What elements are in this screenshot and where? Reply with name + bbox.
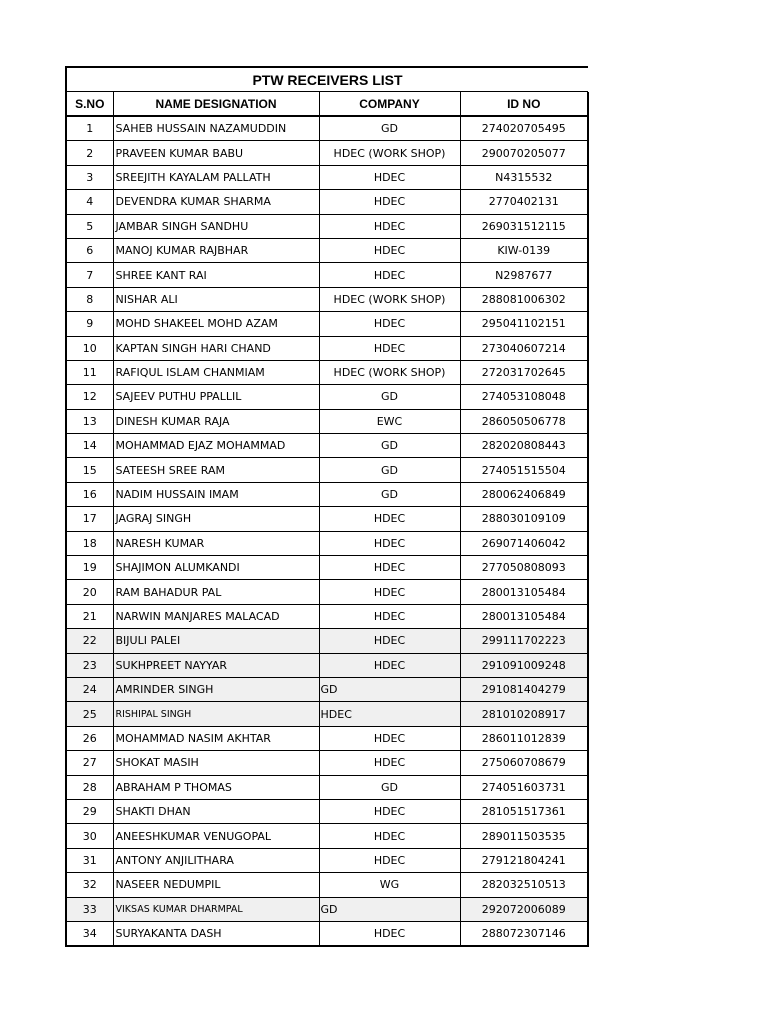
cell-sno: 28 — [67, 775, 113, 799]
column-header-company: COMPANY — [319, 92, 460, 116]
cell-sno: 27 — [67, 751, 113, 775]
table-row — [67, 214, 588, 238]
cell-name: PRAVEEN KUMAR BABU — [113, 141, 319, 165]
cell-id-no: N2987677 — [460, 263, 588, 287]
cell-name: NARESH KUMAR — [113, 531, 319, 555]
cell-sno: 31 — [67, 848, 113, 872]
cell-id-no: 282020808443 — [460, 434, 588, 458]
cell-sno: 12 — [67, 385, 113, 409]
cell-name: JAGRAJ SINGH — [113, 507, 319, 531]
cell-sno: 7 — [67, 263, 113, 287]
cell-id-no: 299111702223 — [460, 629, 588, 653]
table-row — [67, 775, 588, 799]
cell-company: HDEC — [319, 604, 460, 628]
cell-sno: 17 — [67, 507, 113, 531]
cell-company: HDEC — [319, 263, 460, 287]
cell-company: EWC — [319, 409, 460, 433]
table-row — [67, 507, 588, 531]
cell-company: GD — [319, 385, 460, 409]
cell-company: HDEC — [319, 580, 460, 604]
cell-id-no: 272031702645 — [460, 360, 588, 384]
table-row — [67, 434, 588, 458]
table-row — [67, 677, 588, 701]
table-row — [67, 385, 588, 409]
cell-id-no: 280013105484 — [460, 580, 588, 604]
cell-company: GD — [319, 677, 460, 701]
cell-company: HDEC — [319, 921, 460, 946]
cell-id-no: 269071406042 — [460, 531, 588, 555]
table-row — [67, 580, 588, 604]
cell-company: GD — [319, 897, 460, 921]
cell-sno: 2 — [67, 141, 113, 165]
table-row — [67, 409, 588, 433]
ptw-receivers-sheet — [65, 66, 588, 947]
cell-name: MANOJ KUMAR RAJBHAR — [113, 238, 319, 262]
cell-sno: 10 — [67, 336, 113, 360]
cell-sno: 30 — [67, 824, 113, 848]
cell-sno: 20 — [67, 580, 113, 604]
cell-company: HDEC — [319, 165, 460, 189]
cell-sno: 11 — [67, 360, 113, 384]
table-row — [67, 531, 588, 555]
column-header-name: NAME DESIGNATION — [113, 92, 319, 116]
cell-id-no: 282032510513 — [460, 873, 588, 897]
table-row — [67, 263, 588, 287]
table-row — [67, 360, 588, 384]
cell-company: WG — [319, 873, 460, 897]
cell-id-no: 281010208917 — [460, 702, 588, 726]
cell-sno: 22 — [67, 629, 113, 653]
cell-sno: 1 — [67, 116, 113, 141]
table-row — [67, 141, 588, 165]
column-header-id: ID NO — [460, 92, 588, 116]
cell-sno: 26 — [67, 726, 113, 750]
cell-company: GD — [319, 775, 460, 799]
cell-sno: 16 — [67, 482, 113, 506]
cell-company: HDEC — [319, 507, 460, 531]
receivers-table — [67, 92, 589, 947]
cell-name: SAJEEV PUTHU PPALLIL — [113, 385, 319, 409]
cell-id-no: 274020705495 — [460, 116, 588, 141]
cell-company: HDEC — [319, 799, 460, 823]
cell-sno: 32 — [67, 873, 113, 897]
column-header-sno: S.NO — [67, 92, 113, 116]
cell-company: HDEC — [319, 190, 460, 214]
table-row — [67, 751, 588, 775]
table-row — [67, 116, 588, 141]
cell-id-no: 2770402131 — [460, 190, 588, 214]
table-row — [67, 848, 588, 872]
cell-id-no: 277050808093 — [460, 556, 588, 580]
cell-company: HDEC (WORK SHOP) — [319, 141, 460, 165]
table-row — [67, 458, 588, 482]
cell-name: BIJULI PALEI — [113, 629, 319, 653]
table-row — [67, 556, 588, 580]
table-row — [67, 702, 588, 726]
table-row — [67, 604, 588, 628]
cell-sno: 5 — [67, 214, 113, 238]
cell-company: HDEC — [319, 312, 460, 336]
cell-sno: 25 — [67, 702, 113, 726]
cell-name: NASEER NEDUMPIL — [113, 873, 319, 897]
cell-name: RAFIQUL ISLAM CHANMIAM — [113, 360, 319, 384]
cell-name: MOHAMMAD NASIM AKHTAR — [113, 726, 319, 750]
table-row — [67, 238, 588, 262]
table-row — [67, 336, 588, 360]
cell-name: SUKHPREET NAYYAR — [113, 653, 319, 677]
cell-name: SHAJIMON ALUMKANDI — [113, 556, 319, 580]
cell-id-no: 279121804241 — [460, 848, 588, 872]
cell-name: NISHAR ALI — [113, 287, 319, 311]
cell-id-no: KIW-0139 — [460, 238, 588, 262]
cell-sno: 33 — [67, 897, 113, 921]
cell-name: MOHD SHAKEEL MOHD AZAM — [113, 312, 319, 336]
cell-sno: 24 — [67, 677, 113, 701]
cell-sno: 9 — [67, 312, 113, 336]
table-row — [67, 629, 588, 653]
cell-name: VIKSAS KUMAR DHARMPAL — [113, 897, 319, 921]
cell-company: HDEC — [319, 556, 460, 580]
cell-sno: 18 — [67, 531, 113, 555]
cell-company: HDEC — [319, 848, 460, 872]
cell-company: GD — [319, 434, 460, 458]
cell-company: GD — [319, 458, 460, 482]
cell-name: MOHAMMAD EJAZ MOHAMMAD — [113, 434, 319, 458]
cell-name: KAPTAN SINGH HARI CHAND — [113, 336, 319, 360]
cell-id-no: 280062406849 — [460, 482, 588, 506]
cell-id-no: 292072006089 — [460, 897, 588, 921]
cell-id-no: 274051515504 — [460, 458, 588, 482]
table-row — [67, 312, 588, 336]
cell-company: HDEC — [319, 824, 460, 848]
table-row — [67, 287, 588, 311]
cell-id-no: 274051603731 — [460, 775, 588, 799]
cell-sno: 3 — [67, 165, 113, 189]
cell-id-no: 289011503535 — [460, 824, 588, 848]
cell-id-no: 291081404279 — [460, 677, 588, 701]
cell-id-no: 280013105484 — [460, 604, 588, 628]
cell-name: SREEJITH KAYALAM PALLATH — [113, 165, 319, 189]
cell-name: ABRAHAM P THOMAS — [113, 775, 319, 799]
table-row — [67, 824, 588, 848]
cell-sno: 14 — [67, 434, 113, 458]
cell-sno: 6 — [67, 238, 113, 262]
cell-id-no: 288081006302 — [460, 287, 588, 311]
cell-id-no: 274053108048 — [460, 385, 588, 409]
cell-company: HDEC (WORK SHOP) — [319, 360, 460, 384]
cell-company: HDEC — [319, 751, 460, 775]
table-row — [67, 897, 588, 921]
table-row — [67, 482, 588, 506]
cell-name: SHREE KANT RAI — [113, 263, 319, 287]
cell-company: HDEC — [319, 629, 460, 653]
cell-company: HDEC — [319, 653, 460, 677]
cell-sno: 4 — [67, 190, 113, 214]
cell-id-no: 290070205077 — [460, 141, 588, 165]
cell-sno: 13 — [67, 409, 113, 433]
cell-name: AMRINDER SINGH — [113, 677, 319, 701]
cell-name: SURYAKANTA DASH — [113, 921, 319, 946]
table-row — [67, 921, 588, 946]
cell-name: SATEESH SREE RAM — [113, 458, 319, 482]
table-row — [67, 653, 588, 677]
cell-id-no: 275060708679 — [460, 751, 588, 775]
cell-name: ANEESHKUMAR VENUGOPAL — [113, 824, 319, 848]
cell-id-no: N4315532 — [460, 165, 588, 189]
cell-company: HDEC — [319, 531, 460, 555]
cell-id-no: 273040607214 — [460, 336, 588, 360]
cell-name: RISHIPAL SINGH — [113, 702, 319, 726]
cell-id-no: 291091009248 — [460, 653, 588, 677]
cell-name: RAM BAHADUR PAL — [113, 580, 319, 604]
cell-sno: 23 — [67, 653, 113, 677]
cell-sno: 15 — [67, 458, 113, 482]
sheet-title: PTW RECEIVERS LIST — [67, 68, 588, 92]
cell-name: ANTONY ANJILITHARA — [113, 848, 319, 872]
cell-sno: 19 — [67, 556, 113, 580]
cell-sno: 29 — [67, 799, 113, 823]
cell-company: HDEC — [319, 238, 460, 262]
cell-sno: 21 — [67, 604, 113, 628]
cell-name: NADIM HUSSAIN IMAM — [113, 482, 319, 506]
table-row — [67, 165, 588, 189]
table-row — [67, 726, 588, 750]
cell-id-no: 281051517361 — [460, 799, 588, 823]
cell-name: SHOKAT MASIH — [113, 751, 319, 775]
cell-company: HDEC — [319, 702, 460, 726]
cell-company: HDEC — [319, 336, 460, 360]
table-row — [67, 873, 588, 897]
cell-id-no: 286011012839 — [460, 726, 588, 750]
cell-company: HDEC — [319, 726, 460, 750]
cell-id-no: 286050506778 — [460, 409, 588, 433]
cell-name: SAHEB HUSSAIN NAZAMUDDIN — [113, 116, 319, 141]
cell-sno: 34 — [67, 921, 113, 946]
cell-name: DEVENDRA KUMAR SHARMA — [113, 190, 319, 214]
table-row — [67, 190, 588, 214]
cell-id-no: 295041102151 — [460, 312, 588, 336]
table-row — [67, 799, 588, 823]
cell-name: NARWIN MANJARES MALACAD — [113, 604, 319, 628]
cell-name: JAMBAR SINGH SANDHU — [113, 214, 319, 238]
cell-id-no: 288030109109 — [460, 507, 588, 531]
cell-id-no: 269031512115 — [460, 214, 588, 238]
cell-name: SHAKTI DHAN — [113, 799, 319, 823]
cell-id-no: 288072307146 — [460, 921, 588, 946]
cell-company: HDEC — [319, 214, 460, 238]
cell-company: GD — [319, 116, 460, 141]
cell-company: HDEC (WORK SHOP) — [319, 287, 460, 311]
cell-sno: 8 — [67, 287, 113, 311]
cell-company: GD — [319, 482, 460, 506]
table-header-row — [67, 92, 588, 116]
cell-name: DINESH KUMAR RAJA — [113, 409, 319, 433]
